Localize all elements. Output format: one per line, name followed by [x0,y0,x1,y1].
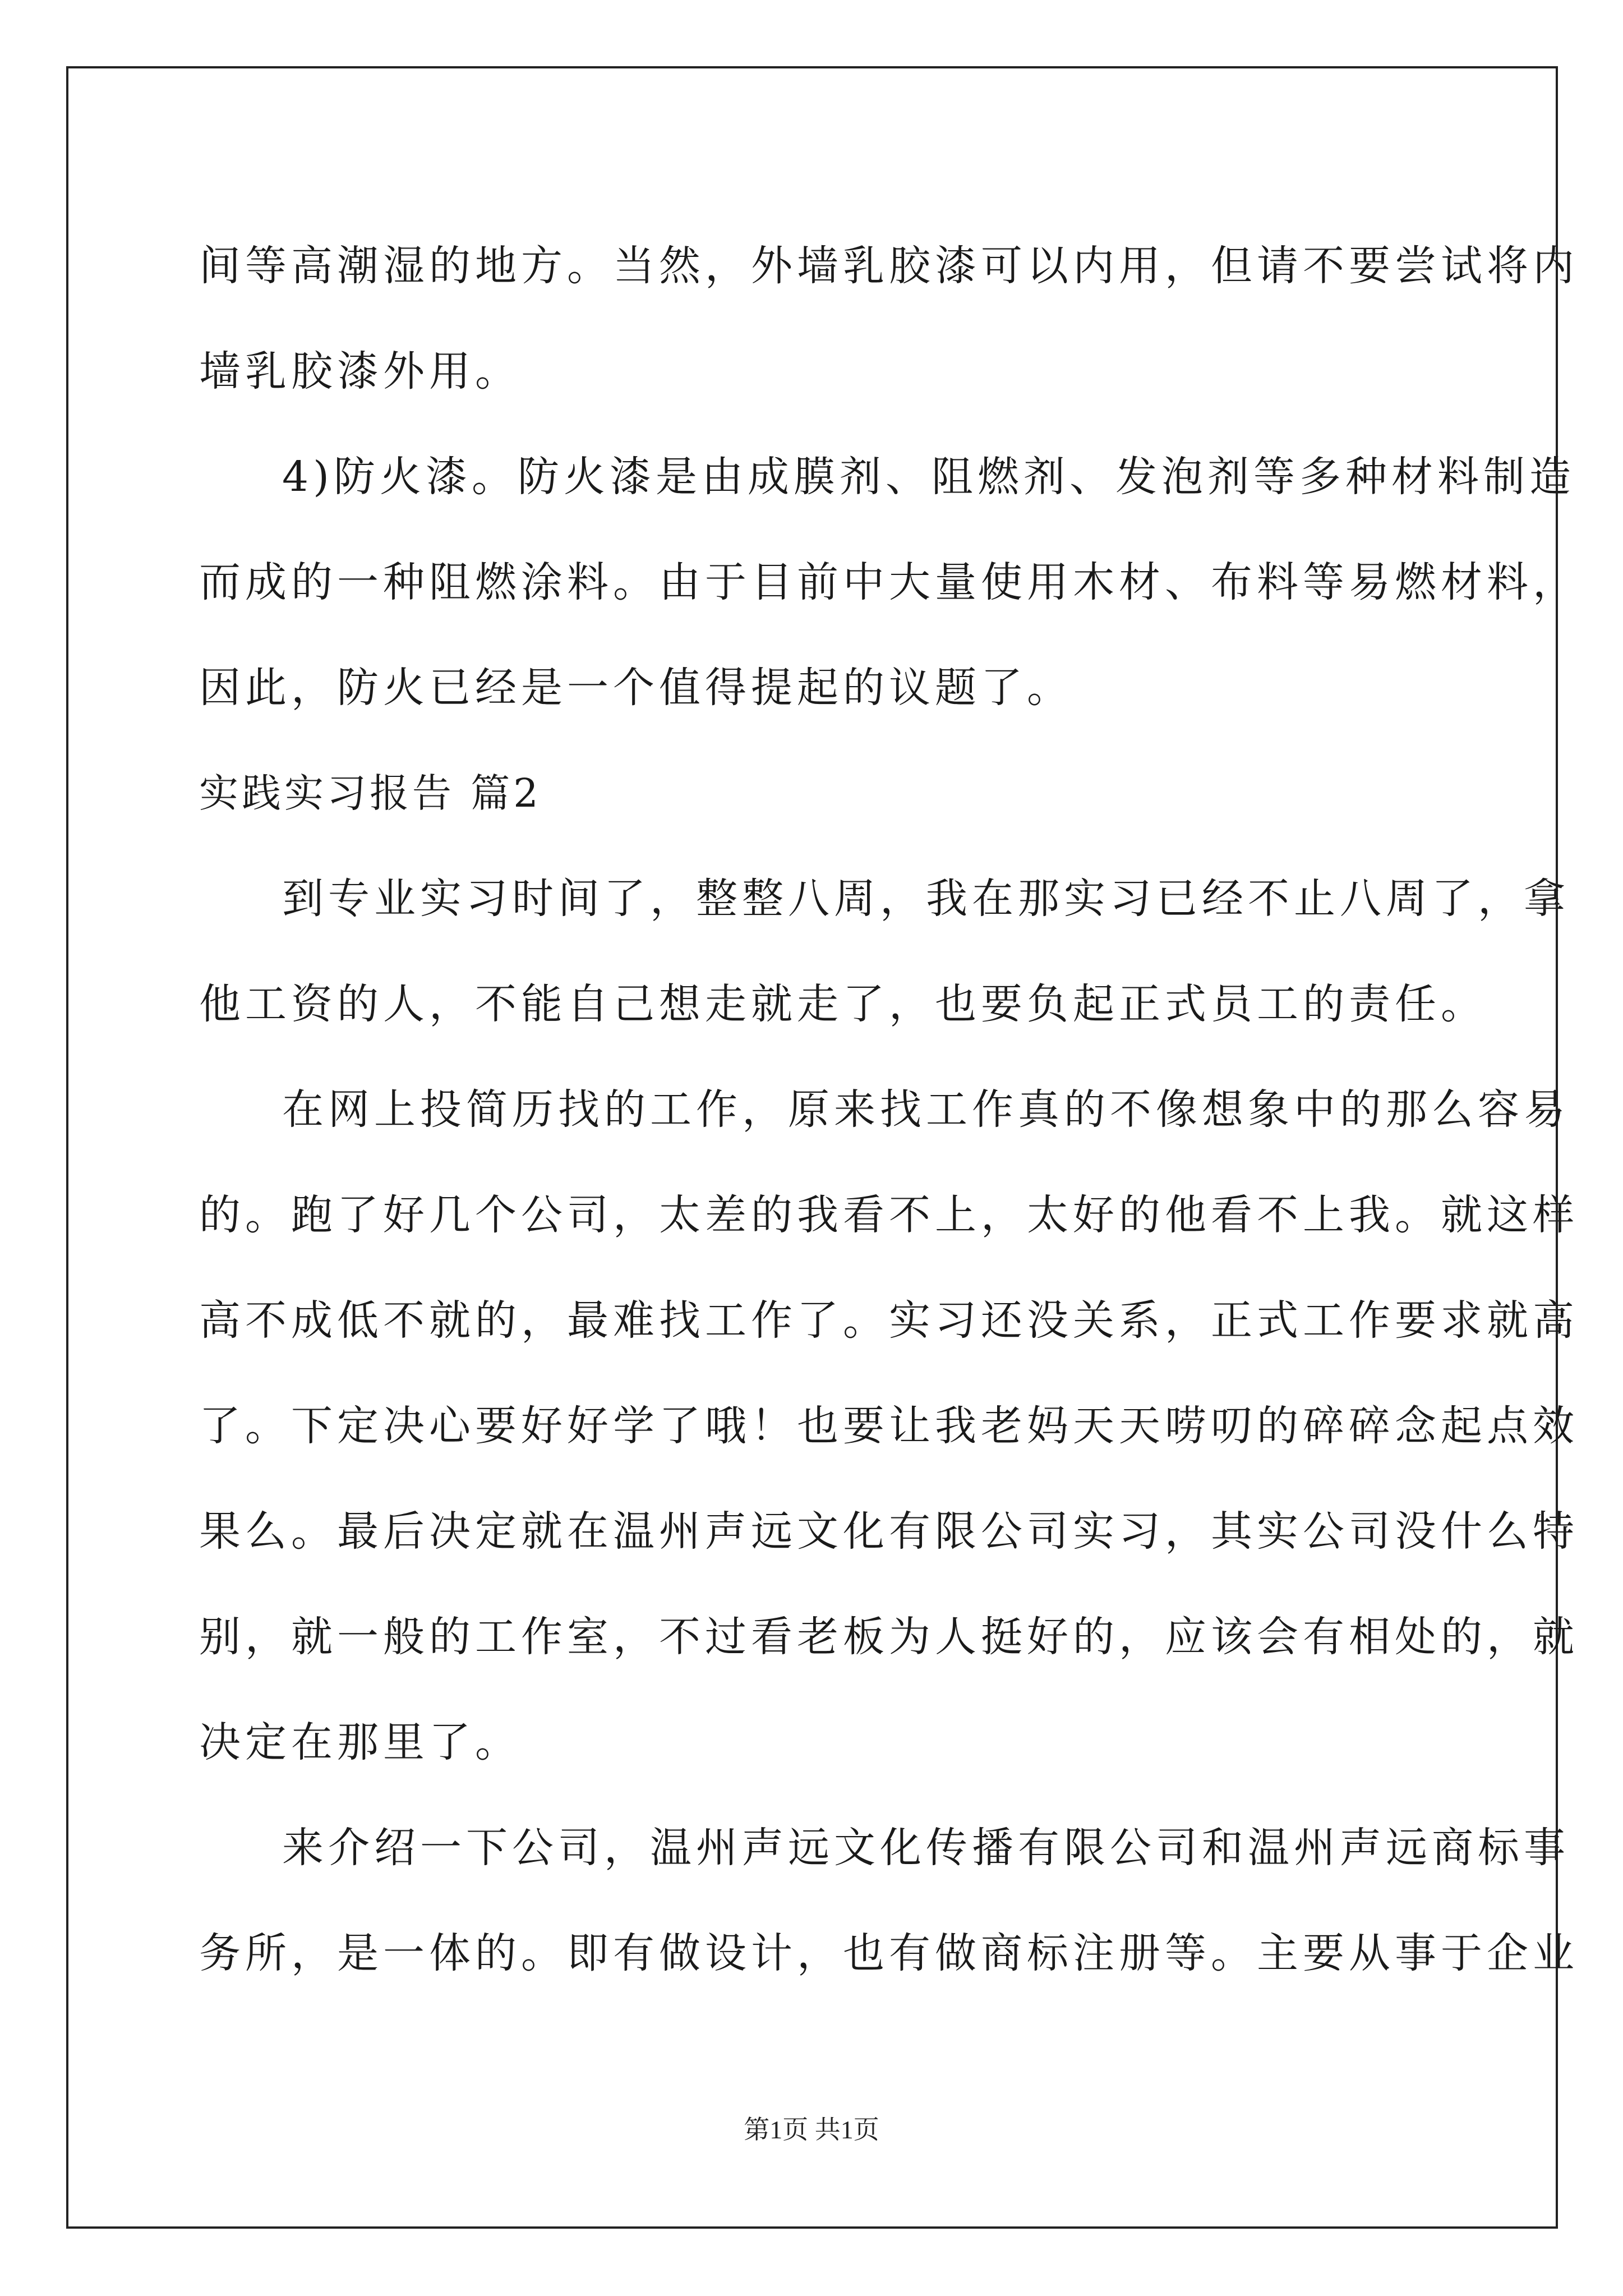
section-heading: 实践实习报告 篇2 [199,770,542,816]
paragraph-line: 果么。最后决定就在温州声远文化有限公司实习，其实公司没什么特 [199,1507,1579,1556]
paragraph-line: 他工资的人，不能自己想走就走了，也要负起正式员工的责任。 [199,980,1487,1028]
paragraph-line: 了。下定决心要好好学了哦！也要让我老妈天天唠叨的碎碎念起点效 [199,1402,1579,1450]
paragraph-line: 4)防火漆。防火漆是由成膜剂、阻燃剂、发泡剂等多种材料制造 [282,453,1575,501]
paragraph-line: 而成的一种阻燃涂料。由于目前中大量使用木材、布料等易燃材料， [199,558,1579,606]
paragraph-line: 在网上投简历找的工作，原来找工作真的不像想象中的那么容易 [282,1085,1570,1134]
paragraph-line: 决定在那里了。 [199,1718,521,1766]
paragraph-line: 务所，是一体的。即有做设计，也有做商标注册等。主要从事于企业 [199,1929,1579,1977]
paragraph-line: 别，就一般的工作室，不过看老板为人挺好的，应该会有相处的，就 [199,1613,1579,1661]
paragraph-line: 的。跑了好几个公司，太差的我看不上，太好的他看不上我。就这样 [199,1191,1579,1239]
paragraph-line: 墙乳胶漆外用。 [199,347,521,395]
paragraph-line: 间等高潮湿的地方。当然，外墙乳胶漆可以内用，但请不要尝试将内 [199,242,1579,290]
paragraph-line: 来介绍一下公司，温州声远文化传播有限公司和温州声远商标事 [282,1824,1570,1872]
paragraph-line: 到专业实习时间了，整整八周，我在那实习已经不止八周了，拿 [282,875,1570,923]
document-body [199,213,1579,2006]
paragraph-line: 高不成低不就的，最难找工作了。实习还没关系，正式工作要求就高 [199,1296,1579,1345]
paragraph-line: 因此，防火已经是一个值得提起的议题了。 [199,664,1073,712]
page-number-footer: 第1页 共1页 [744,2115,879,2144]
